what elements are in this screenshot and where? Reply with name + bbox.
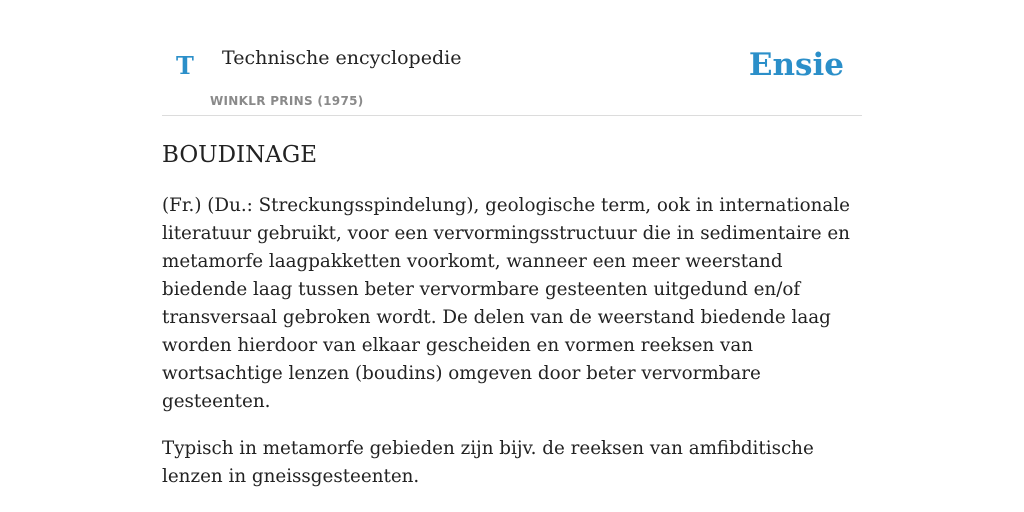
encyclopedia-subtitle: WINKLR PRINS (1975) xyxy=(210,94,364,108)
article-headword: BOUDINAGE xyxy=(162,142,317,168)
ensie-logo-link[interactable]: Ensie xyxy=(748,47,844,83)
article-paragraph-2: Typisch in metamorfe gebieden zijn bijv. de reeksen van amfibditische lenzen in gneissgesteenten. xyxy=(162,438,814,487)
encyclopedia-t-icon[interactable]: T xyxy=(176,51,194,80)
encyclopedia-header xyxy=(162,0,862,116)
page xyxy=(162,0,862,491)
encyclopedia-title-link[interactable]: Technische encyclopedie xyxy=(222,47,462,69)
article-paragraph-1: (Fr.) (Du.: Streckungsspindelung), geologische term, ook in internationale literatuur gebruikt, voor een vervormingsstructuur die in sedimentaire en metamorfe laagpakketten voorkomt, wanneer een meer weerstand biedende laag tussen beter vervormbare gesteenten uitgedund en/of transversaal gebroken wordt. De delen van de weerstand biedende laag worden hierdoor van elkaar gescheiden en vormen reeksen van wortsachtige lenzen (boudins) omgeven door beter vervormbare gesteenten. xyxy=(162,195,850,412)
